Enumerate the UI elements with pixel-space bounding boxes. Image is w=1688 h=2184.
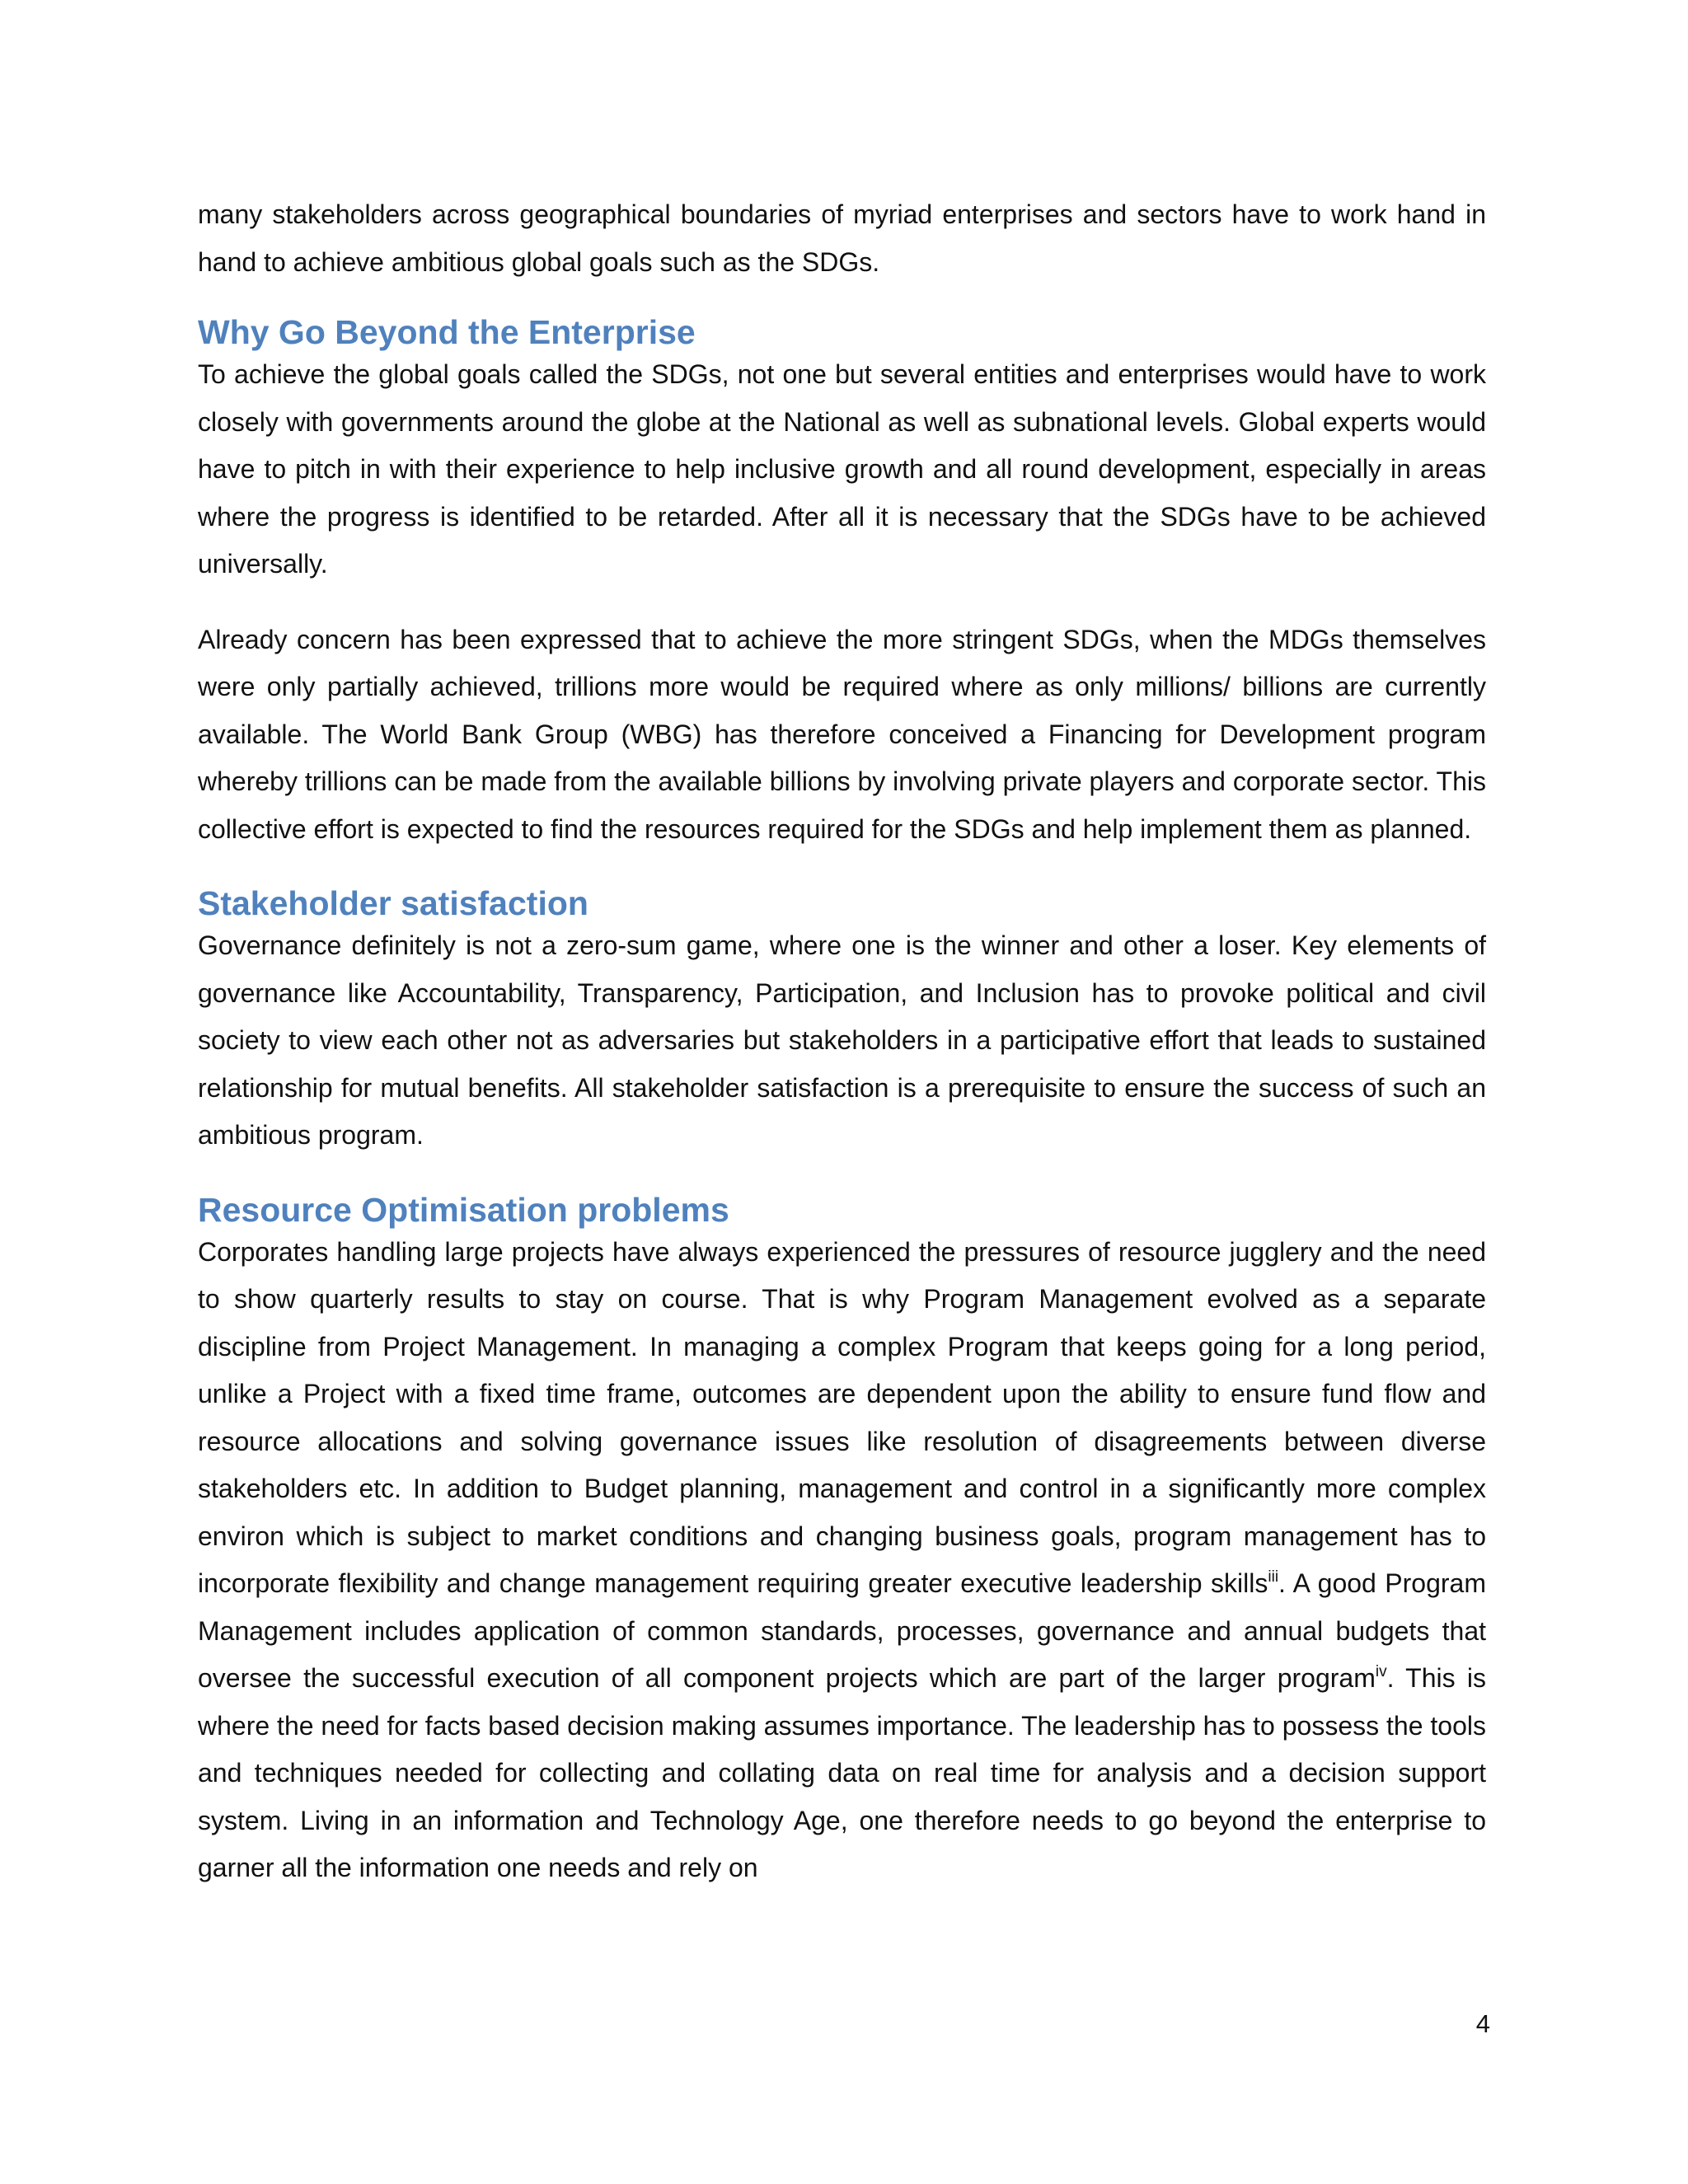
paragraph-resource-optimisation [198,1229,1486,1892]
section-heading-resource-optimisation: Resource Optimisation problems [198,1190,729,1229]
opening-paragraph: many stakeholders across geographical boundaries of myriad enterprises and sectors have to work hand in hand to achieve ambitious global goals such as the SDGs. [198,199,1486,277]
paragraph-stakeholder-satisfaction: Governance definitely is not a zero-sum game, where one is the winner and other a loser. Key elements of governance like Accountability, Transparency, Participation, and Inclusion has to provoke political and civil society to view each other not as adversaries but stakeholders in a participative effort that leads to sustained relationship for mutual benefits. All stakeholder satisfaction is a prerequisite to ensure the success of such an ambitious program. [198,930,1486,1150]
resource-text-part-1: Corporates handling large projects have always experienced the pressures of resource jugglery and the need to show quarterly results to stay on course. That is why Program Management evolved as a separate discipline from Project Management. In managing a complex Program that keeps going for a long period, unlike a Project with a fixed time frame, outcomes are dependent upon the ability to ensure fund flow and resource allocations and solving governance issues like resolution of disagreements between diverse stakeholders etc. In addition to Budget planning, management and control in a significantly more complex environ which is subject to market conditions and changing business goals, program management has to incorporate flexibility and change management requiring greater executive leadership skills [198,1236,1486,1598]
document-body [198,191,1486,1892]
paragraph-why-go-beyond-1: To achieve the global goals called the SDGs, not one but several entities and enterprises would have to work closely with governments around the globe at the National as well as subnational levels. Global experts would have to pitch in with their experience to help inclusive growth and all round development, especially in areas where the progress is identified to be retarded. After all it is necessary that the SDGs have to be achieved universally. [198,359,1486,579]
resource-text-part-3: . This is where the need for facts based decision making assumes importance. The leadership has to possess the tools and techniques needed for collecting and collating data on real time for analysis and a decision support system. Living in an information and Technology Age, one therefore needs to go beyond the enterprise to garner all the information one needs and rely on [198,1663,1487,1882]
paragraph-why-go-beyond-2: Already concern has been expressed that to achieve the more stringent SDGs, when the MDGs themselves were only partially achieved, trillions more would be required where as only millions/ billions are currently available. The World Bank Group (WBG) has therefore conceived a Financing for Development program whereby trillions can be made from the available billions by involving private players and corporate sector. This collective effort is expected to find the resources required for the SDGs and help implement them as planned. [198,624,1486,844]
section-heading-stakeholder-satisfaction: Stakeholder satisfaction [198,884,588,922]
footnote-marker-iii: iii [1268,1568,1279,1586]
section-heading-why-go-beyond: Why Go Beyond the Enterprise [198,313,696,351]
page-number: 4 [1475,2009,1490,2038]
footnote-marker-iv: iv [1375,1663,1387,1680]
resource-text-part-2: . A good Program Management includes application of common standards, processes, governance and annual budgets that oversee the successful execution of all component projects which are part of the larger program [198,1568,1487,1693]
